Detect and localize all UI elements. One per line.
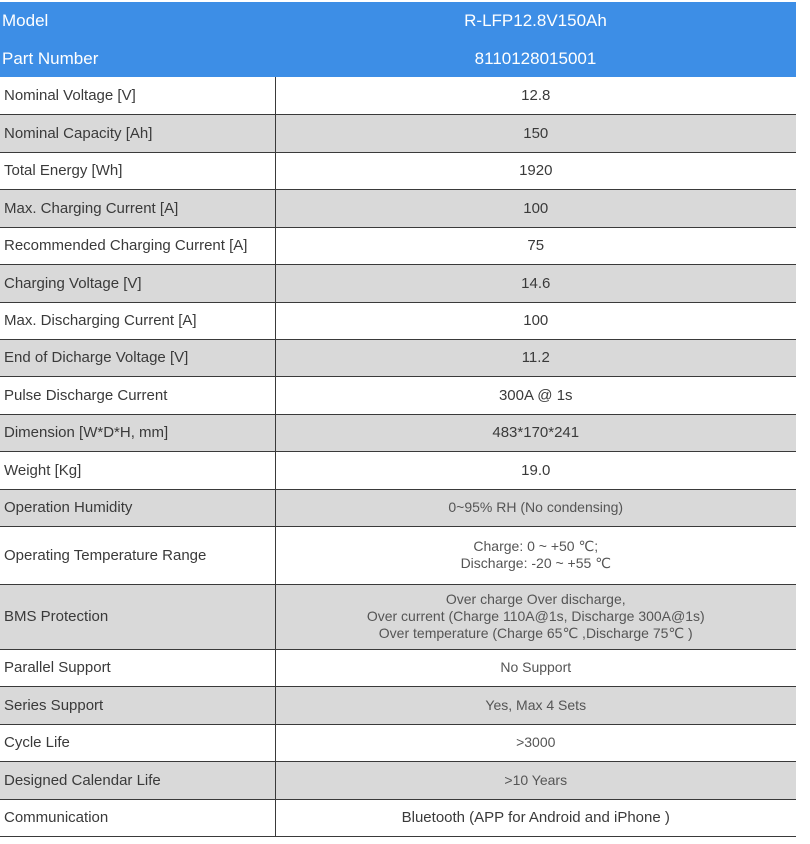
spec-value bbox=[275, 724, 796, 761]
spec-value-line: 0~95% RH (No condensing) bbox=[448, 499, 624, 515]
model-row bbox=[0, 2, 796, 40]
spec-value-line: 300A @ 1s bbox=[498, 386, 573, 404]
spec-value bbox=[275, 114, 796, 152]
spec-value bbox=[275, 584, 796, 649]
spec-label: Max. Discharging Current [A] bbox=[0, 302, 275, 339]
spec-value-line: 11.2 bbox=[521, 349, 550, 366]
spec-label: End of Dicharge Voltage [V] bbox=[0, 339, 275, 376]
table-row bbox=[0, 77, 796, 114]
spec-value bbox=[275, 649, 796, 686]
spec-value-line: >3000 bbox=[516, 734, 556, 750]
spec-label: Series Support bbox=[0, 686, 275, 724]
spec-value-line: 100 bbox=[523, 199, 549, 217]
table-row bbox=[0, 724, 796, 761]
table-row bbox=[0, 376, 796, 414]
spec-value-line: Over current (Charge 110A@1s, Discharge 300A@1s) bbox=[366, 608, 705, 624]
table-row bbox=[0, 339, 796, 376]
table-row bbox=[0, 799, 796, 836]
spec-label: Charging Voltage [V] bbox=[0, 264, 275, 302]
spec-value-line: >10 Years bbox=[504, 771, 568, 788]
spec-value bbox=[275, 227, 796, 264]
spec-value-line: 1920 bbox=[519, 162, 553, 179]
spec-value bbox=[275, 152, 796, 189]
table-row bbox=[0, 264, 796, 302]
model-label: Model bbox=[0, 2, 275, 40]
table-row bbox=[0, 152, 796, 189]
spec-label: Recommended Charging Current [A] bbox=[0, 227, 275, 264]
table-row bbox=[0, 114, 796, 152]
table-row bbox=[0, 489, 796, 526]
spec-label: Nominal Voltage [V] bbox=[0, 77, 275, 114]
spec-label: Dimension [W*D*H, mm] bbox=[0, 414, 275, 451]
spec-value-line: Yes, Max 4 Sets bbox=[485, 696, 587, 713]
spec-value bbox=[275, 489, 796, 526]
spec-value bbox=[275, 77, 796, 114]
table-row bbox=[0, 761, 796, 799]
table-row bbox=[0, 414, 796, 451]
spec-value bbox=[275, 414, 796, 451]
table-row bbox=[0, 451, 796, 489]
spec-value bbox=[275, 189, 796, 227]
table-row bbox=[0, 227, 796, 264]
spec-value bbox=[275, 451, 796, 489]
spec-value bbox=[275, 339, 796, 376]
spec-label: Weight [Kg] bbox=[0, 451, 275, 489]
spec-value-line: Charge: 0 ~ +50 ℃; bbox=[473, 538, 599, 554]
spec-value-line: 483*170*241 bbox=[492, 424, 580, 441]
spec-value bbox=[275, 526, 796, 584]
table-row bbox=[0, 584, 796, 649]
spec-label: Operating Temperature Range bbox=[0, 526, 275, 584]
part-number-value: 8110128015001 bbox=[275, 40, 796, 77]
table-row bbox=[0, 526, 796, 584]
model-value: R-LFP12.8V150Ah bbox=[275, 2, 796, 40]
spec-value bbox=[275, 686, 796, 724]
spec-value-line: 12.8 bbox=[521, 86, 551, 104]
spec-value-line: 150 bbox=[523, 124, 549, 142]
spec-value-line: Discharge: -20 ~ +55 ℃ bbox=[460, 555, 611, 571]
spec-value-line: No Support bbox=[500, 659, 572, 675]
spec-label: Cycle Life bbox=[0, 724, 275, 761]
spec-label: Max. Charging Current [A] bbox=[0, 189, 275, 227]
spec-label: Communication bbox=[0, 799, 275, 836]
spec-value bbox=[275, 376, 796, 414]
spec-label: Pulse Discharge Current bbox=[0, 376, 275, 414]
spec-value-line: 100 bbox=[523, 312, 549, 329]
table-row bbox=[0, 189, 796, 227]
spec-value-line: Over temperature (Charge 65℃ ,Discharge 75℃ ) bbox=[378, 625, 693, 641]
spec-value bbox=[275, 302, 796, 339]
table-row bbox=[0, 649, 796, 686]
table-row bbox=[0, 686, 796, 724]
spec-value-line: Over charge Over discharge, bbox=[445, 591, 626, 607]
spec-value-line: 75 bbox=[527, 237, 545, 254]
spec-value bbox=[275, 761, 796, 799]
spec-label: Operation Humidity bbox=[0, 489, 275, 526]
spec-value-line: 14.6 bbox=[521, 274, 551, 292]
table-row bbox=[0, 302, 796, 339]
spec-label: Total Energy [Wh] bbox=[0, 152, 275, 189]
spec-value-line: Bluetooth (APP for Android and iPhone ) bbox=[401, 809, 670, 826]
spec-table bbox=[0, 2, 796, 837]
spec-value bbox=[275, 799, 796, 836]
spec-label: Designed Calendar Life bbox=[0, 761, 275, 799]
spec-value-line: 19.0 bbox=[521, 461, 551, 479]
spec-table-body bbox=[0, 2, 796, 836]
part-number-label: Part Number bbox=[0, 40, 275, 77]
spec-label: BMS Protection bbox=[0, 584, 275, 649]
part-number-row bbox=[0, 40, 796, 77]
spec-value bbox=[275, 264, 796, 302]
spec-label: Nominal Capacity [Ah] bbox=[0, 114, 275, 152]
spec-label: Parallel Support bbox=[0, 649, 275, 686]
